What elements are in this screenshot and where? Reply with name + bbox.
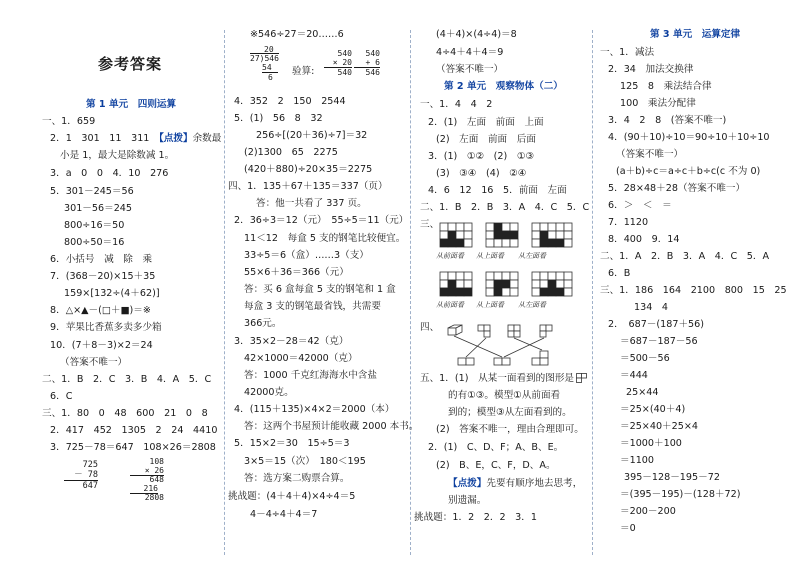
answer-line: 6．C <box>50 391 73 402</box>
answer-line: 395－128－195－72 <box>624 472 720 483</box>
answer-line: 2．(1) C、D、F；A、B、E。 <box>428 442 564 453</box>
answer-line: 6．小括号 减 除 乘 <box>50 254 153 265</box>
answer-line: 10．(7＋8－3)×2＝24 <box>50 340 153 351</box>
answer-line: （答案不唯一） <box>616 149 684 160</box>
answer-line: ＝444 <box>620 370 648 381</box>
answer-line: 3×5＝15（次） 180＜195 <box>244 456 366 467</box>
answer-column-3 <box>414 0 592 561</box>
answer-line: ＝25×40＋25×4 <box>620 421 698 432</box>
view-figures-row-2 <box>438 268 578 298</box>
unit-heading: 第 1 单元 四则运算 <box>86 99 177 110</box>
answer-line: ※546÷27＝20……6 <box>250 29 344 40</box>
answer-line: 134 4 <box>634 302 669 313</box>
answer-column-1 <box>36 0 222 561</box>
answer-line: ＝1000＋100 <box>620 438 682 449</box>
unit-heading: 第 2 单元 观察物体（二） <box>444 81 563 92</box>
answer-line: 答：选方案二购票合算。 <box>244 473 350 484</box>
column-divider <box>592 30 593 555</box>
answer-line: (4＋4)×(4÷4)＝8 <box>436 29 517 40</box>
answer-line: 三、1．186 164 2100 800 15 25 <box>600 285 787 296</box>
answer-line: 的有①③。模型①从前面看 <box>448 390 561 401</box>
check-label: 验算: <box>292 66 315 77</box>
answer-line: 三、 <box>420 219 440 230</box>
shape-icon <box>576 373 588 386</box>
answer-line: 256÷[(20＋36)÷7]＝32 <box>256 130 368 141</box>
matching-diagram <box>444 320 564 368</box>
answer-line: 25×44 <box>626 387 659 398</box>
answer-line: ＝687－187－56 <box>620 336 698 347</box>
answer-line: 一、1．659 <box>42 116 96 127</box>
answer-line: 3．725－78＝647 108×26＝2808 <box>50 442 216 453</box>
answer-line: 挑战题：1．2 2．2 3．1 <box>414 512 537 523</box>
answer-line: (2) B、E，C、F，D、A。 <box>436 460 556 471</box>
answer-line: ＝1100 <box>620 455 655 466</box>
view-caption: 从左面看 <box>518 301 546 309</box>
answer-line: 3．4 2 8 (答案不唯一) <box>608 115 727 126</box>
answer-line: 2． 687－(187＋56) <box>608 319 704 330</box>
answer-line: 3．(1) ①② (2) ①③ <box>428 151 535 162</box>
answer-line: 【点拨】先要有顺序地去思考， <box>448 478 583 489</box>
answer-line: 2．34 加法交换律 <box>608 64 694 75</box>
answer-line: 7．1120 <box>608 217 649 228</box>
answer-line: 4÷4＋4＋4＝9 <box>436 47 504 58</box>
answer-line: 挑战题：(4＋4＋4)×4÷4＝5 <box>228 491 356 502</box>
column-divider <box>410 30 411 555</box>
answer-line: 四、1．135＋67＋135＝337（页） <box>228 181 388 192</box>
view-caption: 从上面看 <box>476 252 504 260</box>
answer-line: 答：他一共看了 337 页。 <box>256 198 367 209</box>
answer-line: 一、1．4 4 2 <box>420 99 493 110</box>
answer-line: 55×6＋36＝366（元） <box>244 267 349 278</box>
page-title: 参考答案 <box>98 55 163 73</box>
answer-line: ＝(395－195)－(128＋72) <box>620 489 741 500</box>
answer-column-4 <box>596 0 786 561</box>
answer-line: （答案不唯一） <box>60 357 128 368</box>
answer-line: 125 8 乘法结合律 <box>620 81 712 92</box>
answer-line: 5．301－245＝56 <box>50 186 134 197</box>
answer-line: 4．(115＋135)×4×2＝2000（本） <box>234 404 395 415</box>
answer-line: 42000克。 <box>244 387 294 398</box>
answer-column-2 <box>228 0 419 561</box>
answer-line: 五、1．(1) 从某一面看到的图形是 <box>420 373 575 384</box>
answer-line: 2．417 452 1305 2 24 4410 <box>50 425 218 436</box>
unit-heading: 第 3 单元 运算定律 <box>650 29 741 40</box>
tip-label: 【点拨】 <box>448 478 487 489</box>
answer-line: （答案不唯一） <box>436 64 504 75</box>
answer-line: 每盒 3 支的钢笔最省钱，共需要 <box>244 301 381 312</box>
answer-line: ＝200－200 <box>620 506 676 517</box>
answer-line: 3．35×2－28＝42（克） <box>234 336 349 347</box>
answer-line: 800÷50＝16 <box>64 237 125 248</box>
answer-line: 答：1000 千克红海海水中含盐 <box>244 370 377 381</box>
answer-line: 2．36÷3＝12（元） 55÷5＝11（元） <box>234 215 409 226</box>
answer-line: (2) 左面 前面 后面 <box>436 134 536 145</box>
answer-line: 别遗漏。 <box>448 495 487 506</box>
answer-line: 四、 <box>420 322 440 333</box>
answer-line: 11＜12 每盒 5 支的钢笔比较便宜。 <box>244 233 406 244</box>
answer-line: 100 乘法分配律 <box>620 98 696 109</box>
answer-line: (3) ③④ (4) ②④ <box>436 168 527 179</box>
answer-line: ＝0 <box>620 523 636 534</box>
answer-line: 一、1．减法 <box>600 47 655 58</box>
answer-line: 2．(1) 左面 前面 上面 <box>428 117 544 128</box>
answer-line: (420＋880)÷20×35＝2275 <box>244 164 373 175</box>
answer-line: 5．(1) 56 8 32 <box>234 113 323 124</box>
long-division: 20 27)546 54 6 <box>250 45 279 82</box>
answer-line: 二、1．B 2．C 3．B 4．A 5．C <box>42 374 212 385</box>
answer-line: 二、1．A 2．B 3．A 4．C 5．A <box>600 251 770 262</box>
answer-line: (2)1300 65 2275 <box>244 147 338 158</box>
tip-label: 【点拨】 <box>159 133 193 144</box>
view-caption: 从上面看 <box>476 301 504 309</box>
answer-line: 159×[132÷(4＋62)] <box>64 288 160 299</box>
vertical-subtraction: 725 － 78 647 <box>64 460 98 491</box>
view-figures-row-1 <box>438 219 578 249</box>
answer-line: 小是 1，最大是除数减 1。 <box>60 150 175 161</box>
answer-line: 9．苹果比香蕉多卖多少箱 <box>50 322 162 333</box>
check-addition: 540 + 6 546 <box>354 49 380 77</box>
view-caption: 从前面看 <box>436 301 464 309</box>
answer-line: 三、1．80 0 48 600 21 0 8 <box>42 408 208 419</box>
answer-line: (2) 答案不唯一，理由合理即可。 <box>436 424 584 435</box>
column-divider <box>224 30 225 555</box>
answer-line: 5．15×2＝30 15÷5＝3 <box>234 438 350 449</box>
answer-line: 8．400 9．14 <box>608 234 680 245</box>
vertical-multiplication: 108 × 26 648 216 2808 <box>130 458 164 503</box>
answer-line: ＝25×(40＋4) <box>620 404 686 415</box>
view-caption: 从左面看 <box>518 252 546 260</box>
answer-line: 42×1000＝42000（克） <box>244 353 358 364</box>
answer-line: 366元。 <box>244 318 282 329</box>
answer-line: ＝500－56 <box>620 353 670 364</box>
answer-line: 4．(90＋10)÷10＝90÷10＋10÷10 <box>608 132 770 143</box>
answer-line: 8．△×▲－(□＋■)＝※ <box>50 305 151 316</box>
answer-line: 7．(368－20)×15＋35 <box>50 271 156 282</box>
answer-line: 33÷5＝6（盒）……3（支） <box>244 250 369 261</box>
answer-line: 4．352 2 150 2544 <box>234 96 346 107</box>
view-caption: 从前面看 <box>436 252 464 260</box>
answer-line: 5．28×48＋28（答案不唯一） <box>608 183 746 194</box>
answer-line: 到的；模型③从左面看到的。 <box>448 407 572 418</box>
answer-line: 二、1．B 2．B 3．A 4．C 5．C <box>420 202 590 213</box>
answer-line: 答：买 6 盒每盒 5 支的钢笔和 1 盒 <box>244 284 396 295</box>
answer-line: 800÷16＝50 <box>64 220 125 231</box>
answer-line: 6．B <box>608 268 631 279</box>
answer-line: 6．＞ ＜ ＝ <box>608 200 672 211</box>
answer-line: 2．1 301 11 311 【点拨】余数最 <box>50 133 222 144</box>
answer-line: 答：这两个书屋预计能收藏 2000 本书。 <box>244 421 419 432</box>
answer-line: (a＋b)÷c＝a÷c＋b÷c(c 不为 0) <box>616 166 761 177</box>
answer-line: 4－4÷4＋4＝7 <box>250 509 318 520</box>
check-calculation: 540 × 20 540 <box>324 49 352 77</box>
answer-line: 3．a 0 0 4．10 276 <box>50 168 169 179</box>
answer-line: 4．6 12 16 5．前面 左面 <box>428 185 567 196</box>
answer-line: 301－56＝245 <box>64 203 133 214</box>
